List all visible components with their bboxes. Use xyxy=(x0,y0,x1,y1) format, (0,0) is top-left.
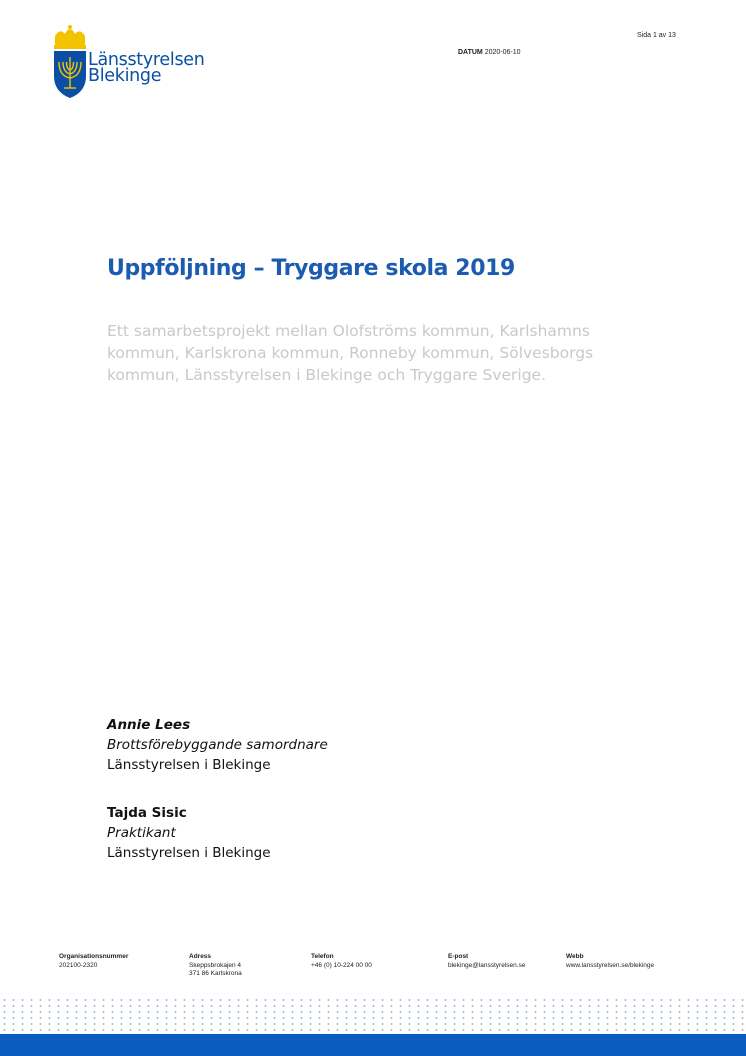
footer-label: Organisationsnummer xyxy=(59,953,129,960)
footer-phone xyxy=(311,953,372,970)
footer-value[interactable]: www.lansstyrelsen.se/blekinge xyxy=(566,961,655,969)
date-label: DATUM xyxy=(458,49,483,56)
document-subtitle: Ett samarbetsprojekt mellan Olofströms kommun, Karlshamns kommun, Karlskrona kommun, Ronneby kommun, Sölvesborgs kommun, Länsstyrelsen i Blekinge och Tryggare Sverige. xyxy=(107,322,594,384)
footer-value: Skeppsbrokajen 4 xyxy=(189,961,242,969)
document-title: Uppföljning – Tryggare skola 2019 xyxy=(107,256,515,281)
footer-label: E-post xyxy=(448,953,469,960)
footer-label: Telefon xyxy=(311,953,334,960)
author-name: Annie Lees xyxy=(107,717,191,733)
date-value: 2020-06-10 xyxy=(484,49,521,56)
author-org: Länsstyrelsen i Blekinge xyxy=(107,845,271,861)
logo-line-2: Blekinge xyxy=(88,66,162,86)
page-number: Sida 1 av 13 xyxy=(637,32,676,39)
author-role: Brottsförebyggande samordnare xyxy=(107,737,328,753)
footer-web xyxy=(566,953,654,970)
footer-label: Webb xyxy=(566,953,584,960)
footer-value: +46 (0) 10-224 00 00 xyxy=(311,961,372,969)
author-block xyxy=(107,803,271,863)
coat-of-arms-icon xyxy=(52,24,88,100)
author-block xyxy=(107,715,328,775)
author-role: Praktikant xyxy=(107,825,176,841)
footer-value: 371 86 Karlskrona xyxy=(189,970,242,977)
footer-value: 202100-2320 xyxy=(59,961,98,969)
date-field xyxy=(458,49,521,56)
lansstyrelsen-logo xyxy=(52,24,222,104)
footer-org-number xyxy=(59,953,128,970)
logo-line-1: Länsstyrelsen xyxy=(88,50,205,70)
author-name: Tajda Sisic xyxy=(107,805,187,821)
footer-label: Adress xyxy=(189,953,212,960)
author-org: Länsstyrelsen i Blekinge xyxy=(107,757,271,773)
footer-email xyxy=(448,953,525,970)
footer-bar xyxy=(0,1034,746,1056)
dotted-pattern xyxy=(0,997,746,1035)
footer-address xyxy=(189,953,242,979)
footer-value[interactable]: blekinge@lansstyrelsen.se xyxy=(448,961,526,969)
